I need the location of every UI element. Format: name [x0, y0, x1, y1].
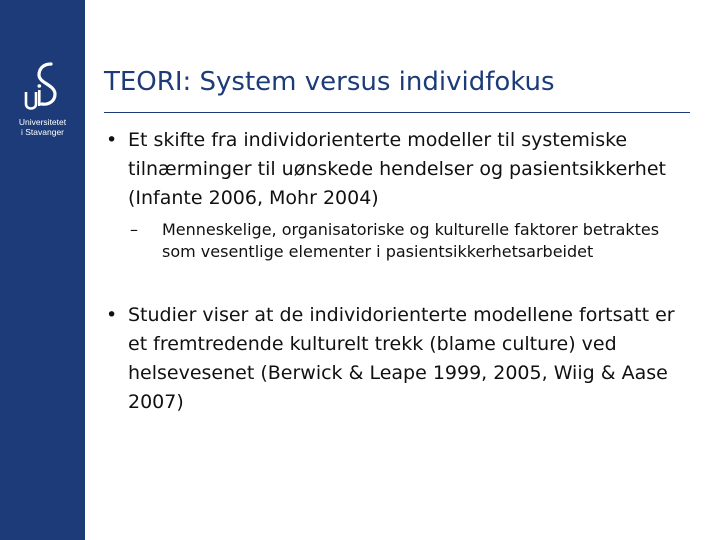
sub-bullet-marker: – — [130, 220, 138, 239]
bullet-marker: • — [106, 129, 118, 151]
bullet-text: Et skifte fra individorienterte modeller til systemiske tilnærminger til uønskede hendelser og pasientsikkerhet (Infante 2006, Mohr 2004) — [128, 129, 666, 209]
university-name-line2: i Stavanger — [21, 127, 64, 137]
title-divider — [104, 112, 690, 113]
sidebar-band — [0, 0, 85, 540]
bullet-item — [104, 126, 694, 213]
university-name-line1: Universitetet — [18, 117, 67, 127]
slide-content — [104, 126, 694, 417]
bullet-text: Studier viser at de individorienterte modellene fortsatt er et fremtredende kulturelt trekk (blame culture) ved helsevesenet (Berwick & Leape 1999, 2005, Wiig & Aase 2007) — [128, 304, 675, 413]
sub-bullet-item — [128, 219, 694, 263]
slide-title: TEORI: System versus individfokus — [104, 67, 555, 97]
sub-bullet-text: Menneskelige, organisatoriske og kulturelle faktorer betraktes som vesentlige elementer i pasientsikkerhetsarbeidet — [162, 220, 660, 261]
bullet-marker: • — [106, 304, 118, 326]
university-name — [0, 117, 85, 137]
uis-monogram-icon — [13, 60, 73, 116]
bullet-item — [104, 301, 694, 417]
